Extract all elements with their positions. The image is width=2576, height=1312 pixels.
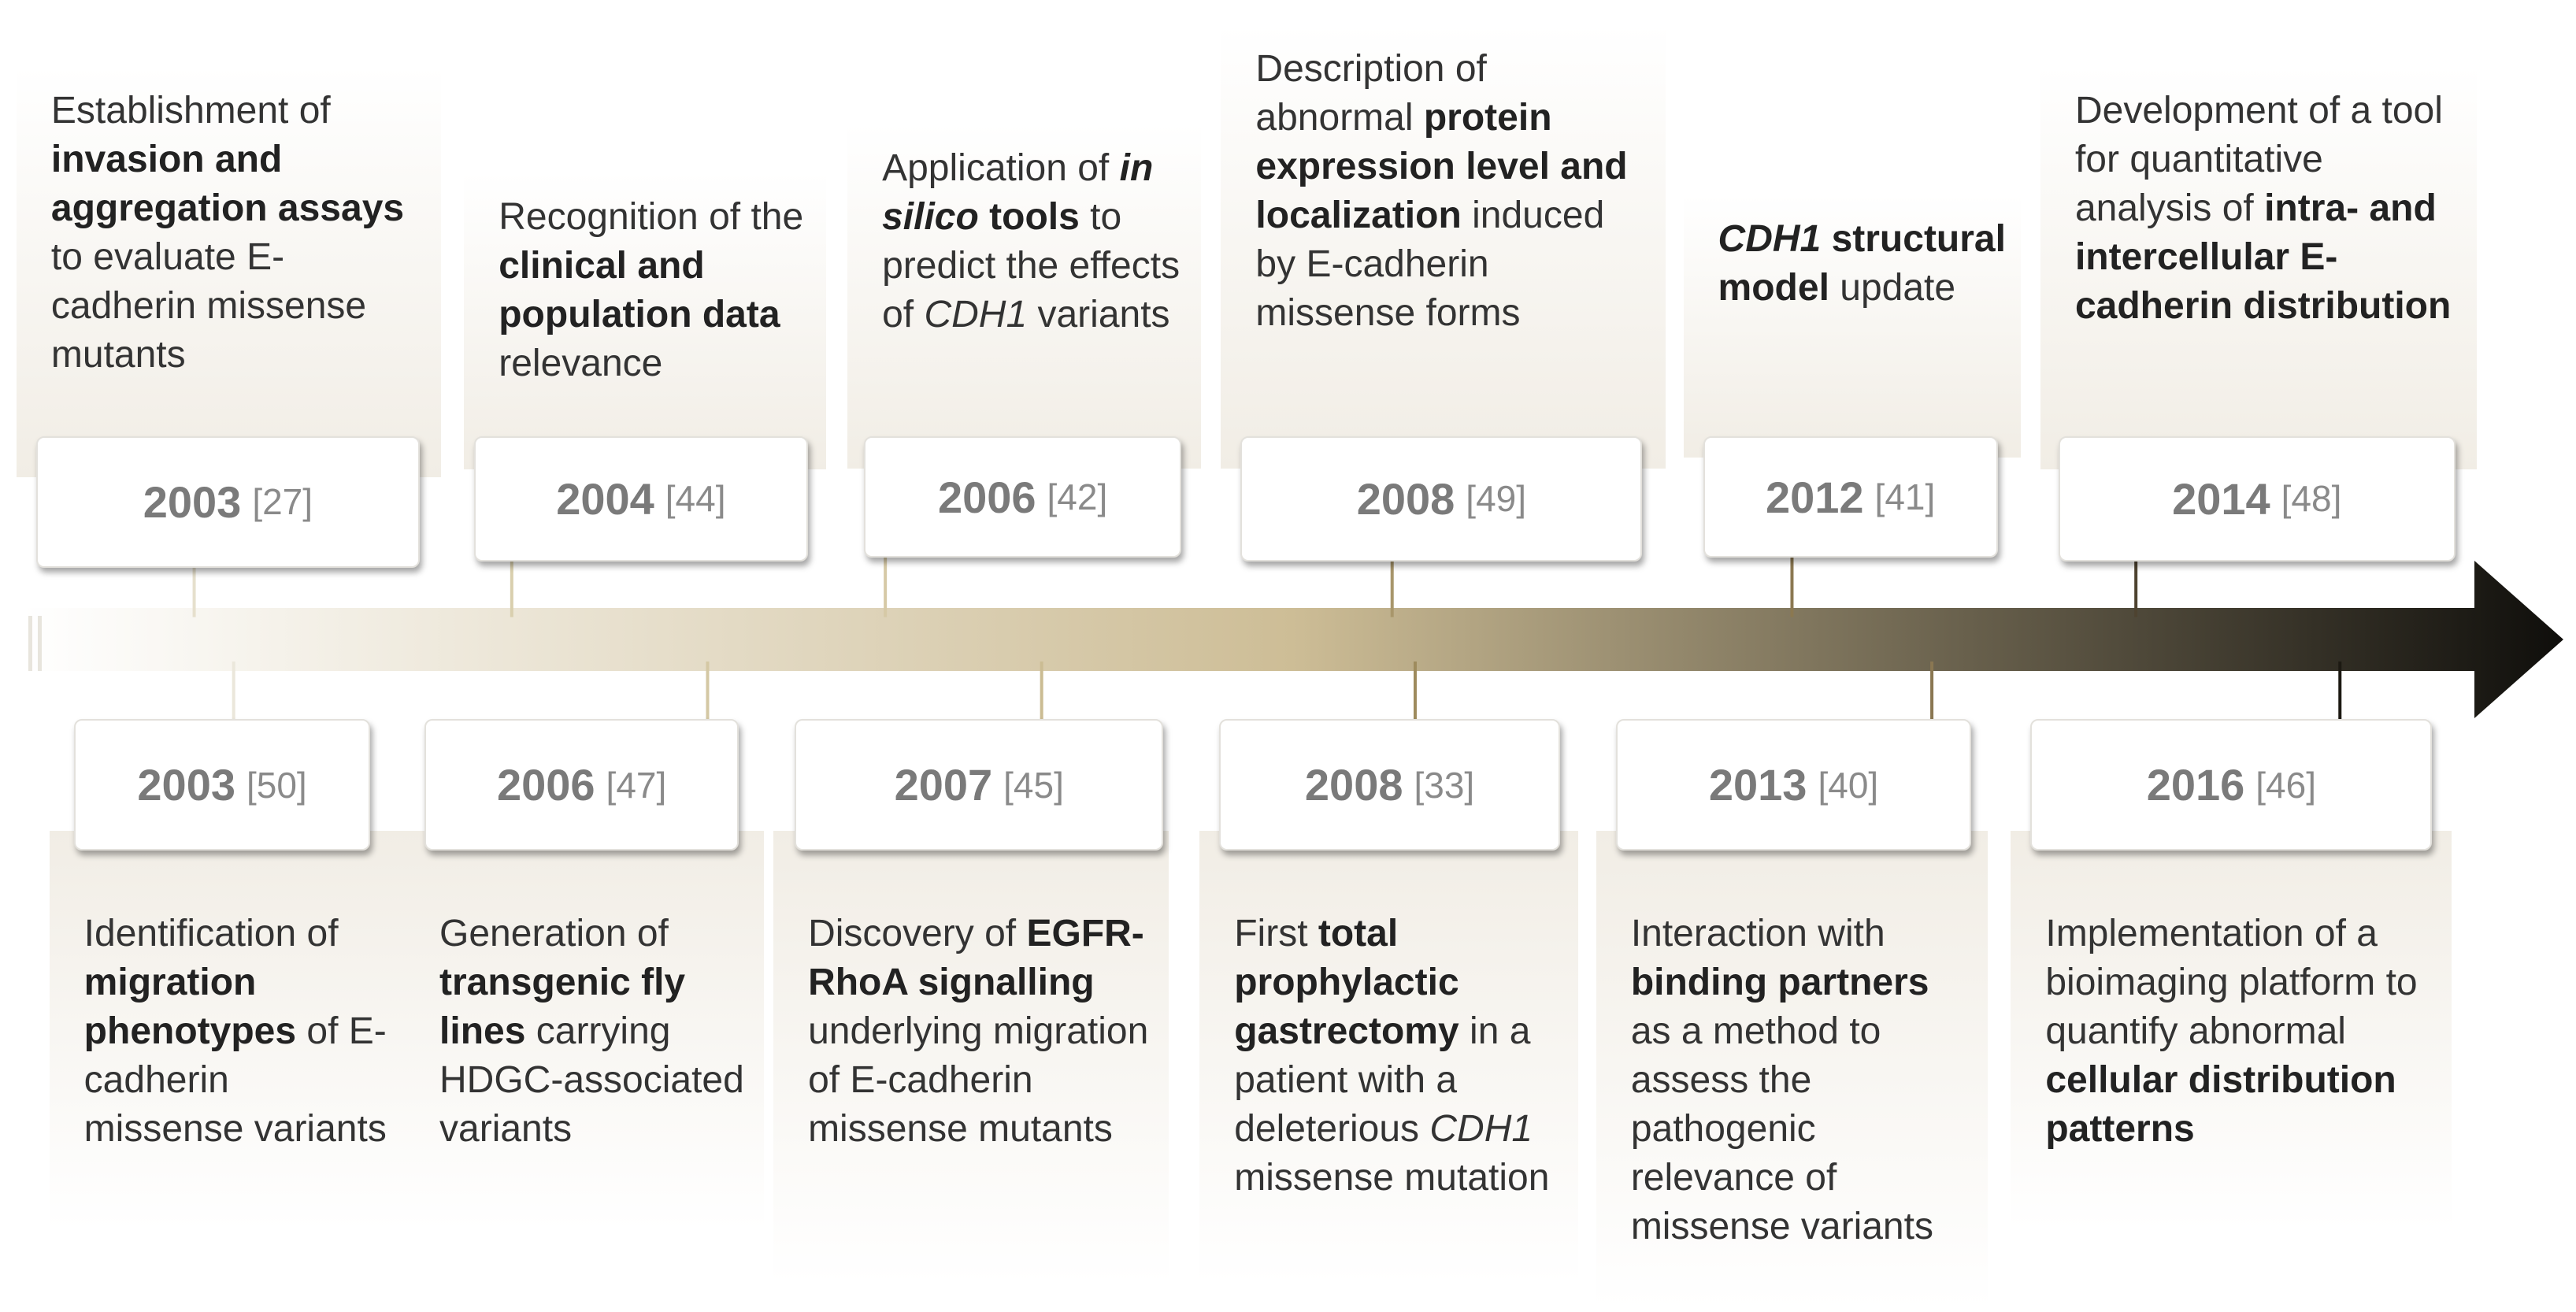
bottom-event-6-year: 2016 bbox=[2146, 760, 2245, 810]
top-event-1-year: 2003 bbox=[143, 476, 242, 527]
arrow-tail-mark-1 bbox=[28, 616, 32, 671]
top-event-6-year: 2014 bbox=[2172, 473, 2270, 524]
bottom-event-3-reference: [45] bbox=[1003, 764, 1064, 806]
top-event-2-year-card bbox=[474, 436, 808, 561]
bottom-event-4-reference: [33] bbox=[1414, 764, 1475, 806]
bottom-event-5-year-card bbox=[1616, 719, 1971, 851]
top-event-4-year: 2008 bbox=[1356, 473, 1455, 524]
bottom-event-2-reference: [47] bbox=[606, 764, 667, 806]
top-event-5-year: 2012 bbox=[1765, 472, 1864, 522]
top-event-1-reference: [27] bbox=[252, 481, 313, 523]
top-event-4-description: Description of abnormal protein expression level and localization induced by E-cadherin missense forms bbox=[1221, 24, 1665, 469]
bottom-event-6-year-card bbox=[2030, 719, 2432, 851]
top-event-3-year: 2006 bbox=[937, 472, 1036, 522]
top-event-6-year-card bbox=[2059, 436, 2456, 561]
arrow-tail-mark-2 bbox=[38, 616, 42, 671]
bottom-event-5-reference: [40] bbox=[1818, 764, 1879, 806]
bottom-event-1-year-card bbox=[74, 719, 370, 851]
top-event-3-reference: [42] bbox=[1047, 476, 1108, 517]
bottom-event-1-description: Identification of migration phenotypes of E-cadherin missense variants bbox=[50, 831, 412, 1229]
bottom-event-5-description: Interaction with binding partners as a method to assess the pathogenic relevance of missense variants bbox=[1596, 831, 1988, 1308]
top-event-1-year-card bbox=[36, 436, 420, 568]
bottom-event-2-year: 2006 bbox=[496, 760, 595, 810]
bottom-event-3-description: Discovery of EGFR-RhoA signalling underlying migration of E-cadherin missense mutants bbox=[773, 831, 1168, 1284]
top-event-5-reference: [41] bbox=[1874, 476, 1936, 517]
bottom-event-4-year: 2008 bbox=[1304, 760, 1403, 810]
bottom-event-4-description: First total prophylactic gastrectomy in a patient with a deleterious CDH1 missense mutation bbox=[1199, 831, 1578, 1284]
bottom-event-5-year: 2013 bbox=[1708, 760, 1807, 810]
top-event-1-description: Establishment of invasion and aggregation assays to evaluate E-cadherin missense mutants bbox=[17, 66, 441, 477]
top-event-3-description: Application of in silico tools to predict the effects of CDH1 variants bbox=[847, 124, 1201, 469]
top-event-6-description: Development of a tool for quantitative analysis of intra- and intercellular E-cadherin distribution bbox=[2040, 66, 2477, 469]
top-event-3-year-card bbox=[864, 436, 1181, 558]
timeline-arrow bbox=[24, 561, 2563, 718]
top-event-4-year-card bbox=[1240, 436, 1642, 561]
bottom-event-3-year-card bbox=[795, 719, 1163, 851]
bottom-event-4-year-card bbox=[1219, 719, 1560, 851]
top-event-5-year-card bbox=[1703, 436, 1998, 558]
bottom-event-1-reference: [50] bbox=[246, 764, 307, 806]
bottom-event-2-description: Generation of transgenic fly lines carrying HDGC-associated variants bbox=[405, 831, 764, 1229]
top-event-5-description: CDH1 structural model update bbox=[1684, 195, 2021, 458]
bottom-event-6-reference: [46] bbox=[2255, 764, 2316, 806]
top-event-2-year: 2004 bbox=[556, 473, 654, 524]
bottom-event-6-description: Implementation of a bioimaging platform to quantify abnormal cellular distribution patterns bbox=[2011, 831, 2452, 1229]
bottom-event-2-year-card bbox=[424, 719, 739, 851]
top-event-2-reference: [44] bbox=[665, 478, 726, 520]
bottom-event-1-year: 2003 bbox=[137, 760, 235, 810]
top-event-2-description: Recognition of the clinical and population data relevance bbox=[464, 172, 826, 469]
top-event-4-reference: [49] bbox=[1466, 478, 1527, 520]
top-event-6-reference: [48] bbox=[2281, 478, 2342, 520]
bottom-event-3-year: 2007 bbox=[894, 760, 993, 810]
